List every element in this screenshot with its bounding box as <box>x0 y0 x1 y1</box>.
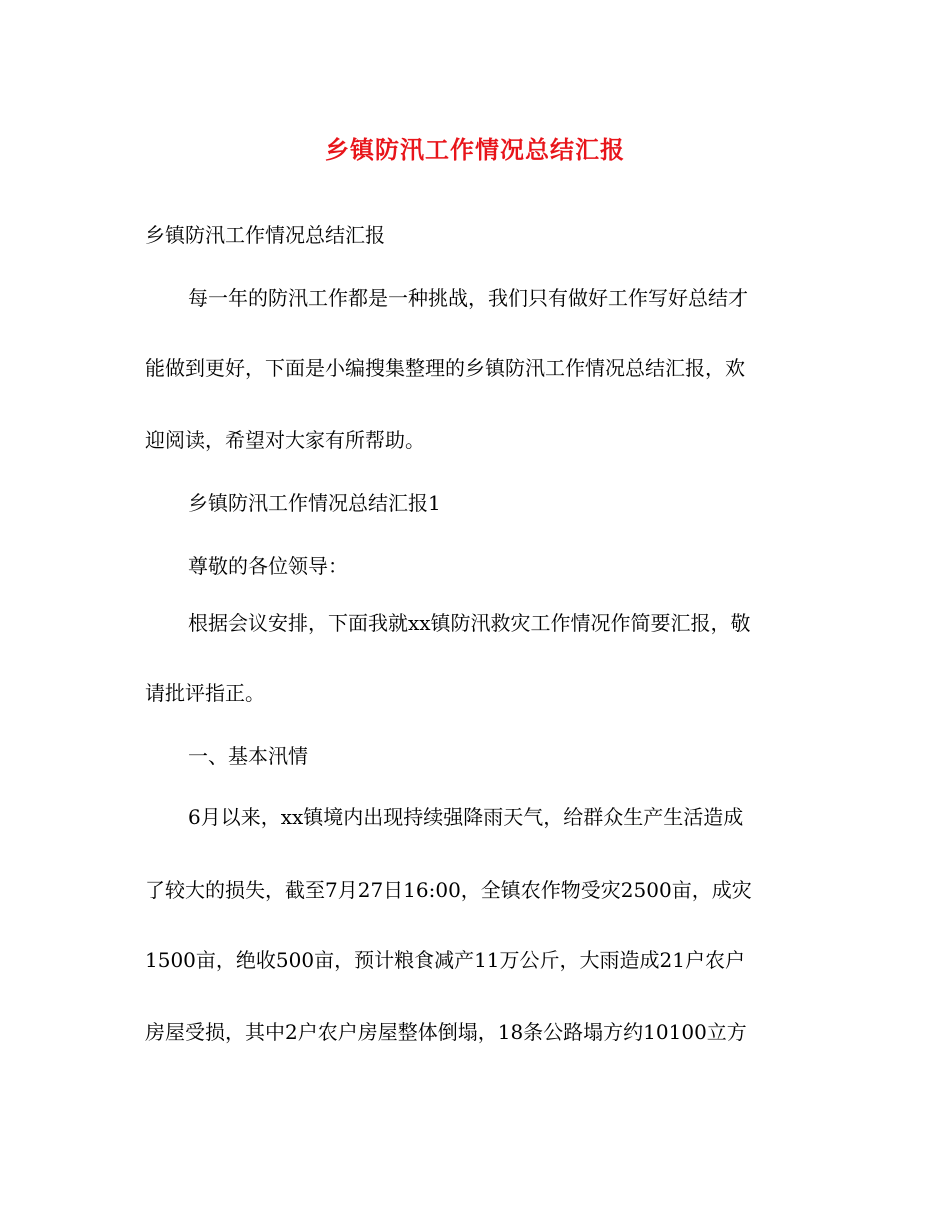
document-title: 乡镇防汛工作情况总结汇报 <box>325 135 625 164</box>
paragraph-line: 1500亩，绝收500亩，预计粮食减产11万公斤，大雨造成21户农户 <box>145 948 745 972</box>
section-heading: 乡镇防汛工作情况总结汇报1 <box>188 491 441 515</box>
paragraph-line: 根据会议安排，下面我就xx镇防汛救灾工作情况作简要汇报，敬 <box>188 611 751 635</box>
paragraph-line: 能做到更好，下面是小编搜集整理的乡镇防汛工作情况总结汇报，欢 <box>145 356 745 380</box>
paragraph-line: 6月以来，xx镇境内出现持续强降雨天气，给群众生产生活造成 <box>188 805 744 829</box>
section-heading: 一、基本汛情 <box>188 744 308 768</box>
paragraph-line: 迎阅读，希望对大家有所帮助。 <box>145 428 425 452</box>
paragraph-line: 了较大的损失，截至7月27日16:00，全镇农作物受灾2500亩，成灾 <box>145 878 752 902</box>
salutation-line: 尊敬的各位领导： <box>188 554 348 578</box>
paragraph-line: 请批评指正。 <box>145 681 265 705</box>
paragraph-line: 房屋受损，其中2户农户房屋整体倒塌，18条公路塌方约10100立方 <box>145 1020 747 1044</box>
subtitle-line: 乡镇防汛工作情况总结汇报 <box>145 223 385 247</box>
paragraph-line: 每一年的防汛工作都是一种挑战，我们只有做好工作写好总结才 <box>188 286 748 310</box>
